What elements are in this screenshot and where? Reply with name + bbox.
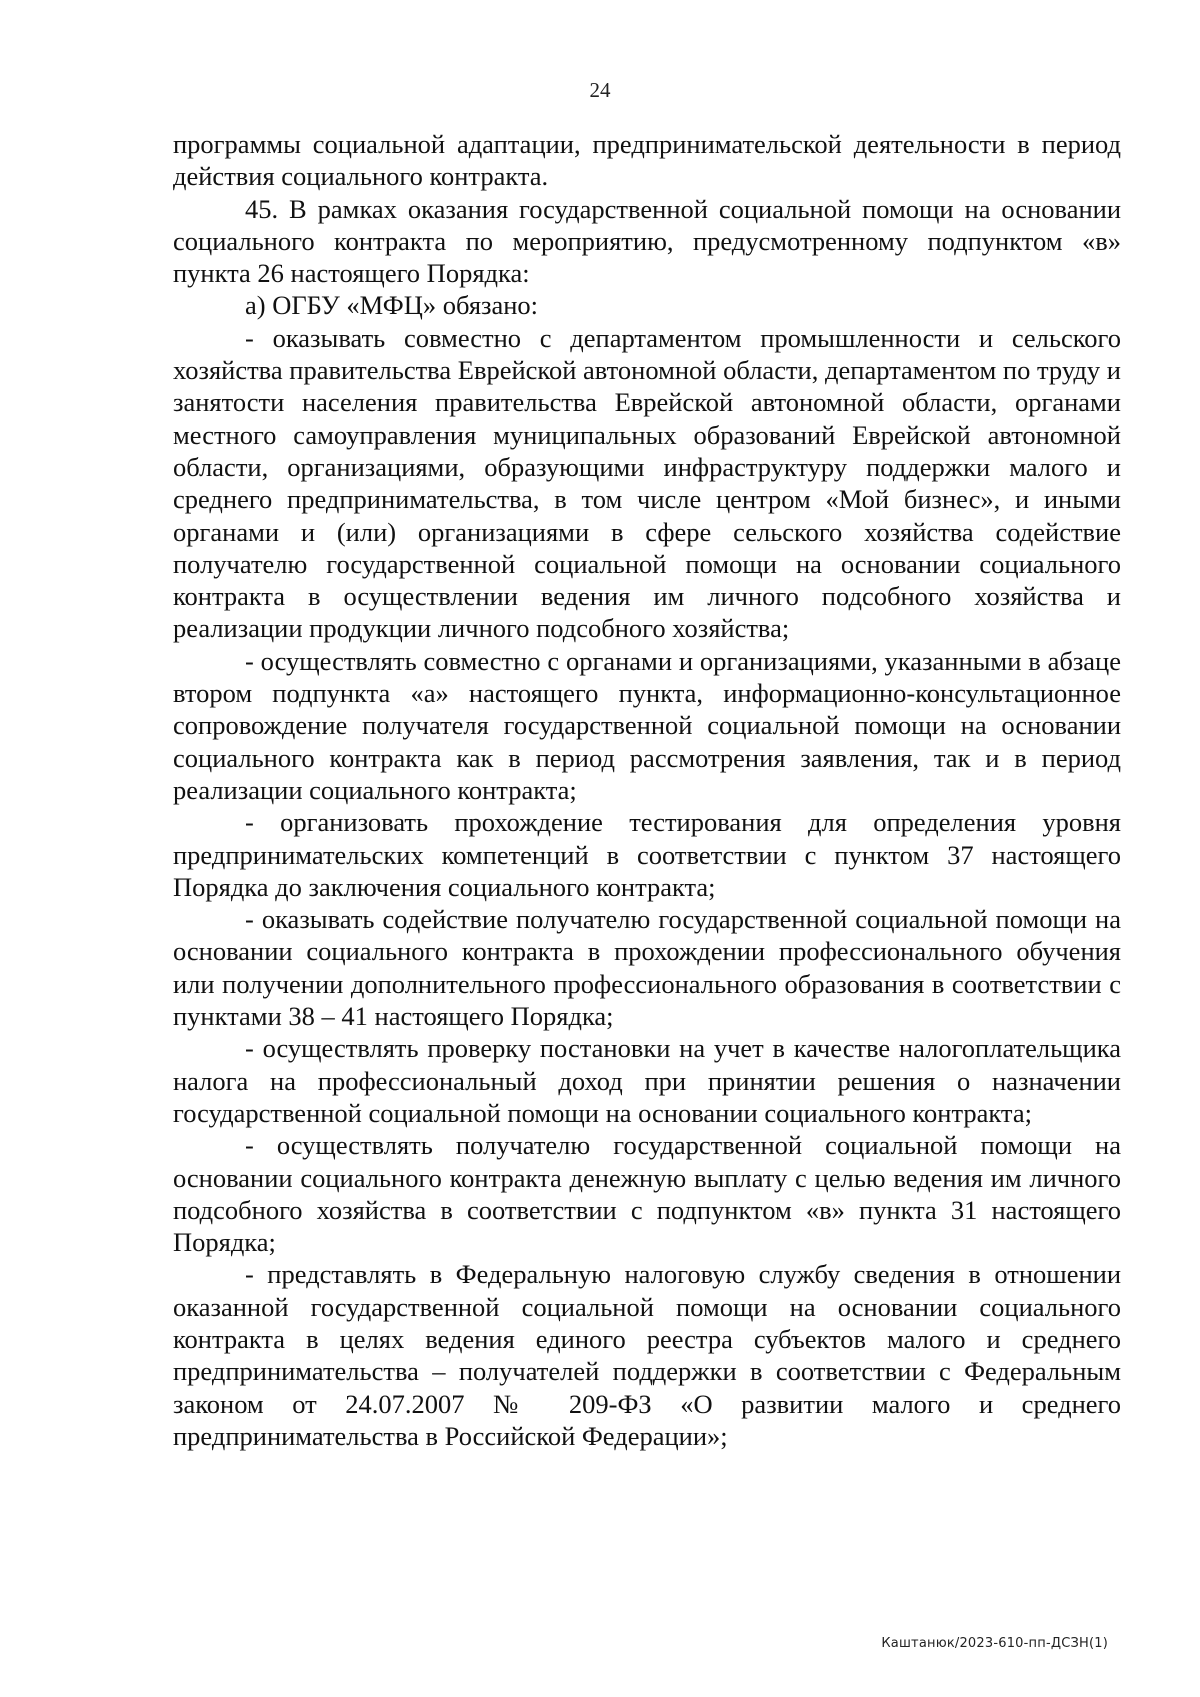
- paragraph-clause-45: 45. В рамках оказания государственной социальной помощи на основании социального контракта по мероприятию, предусмотренному подпунктом «в» пункта 26 настоящего Порядка:: [173, 193, 1121, 289]
- paragraph-item: - представлять в Федеральную налоговую службу сведения в отношении оказанной государственной социальной помощи на основании социального контракта в целях ведения единого реестра субъектов малого и среднего предпринимательства – получателей поддержки в соответствии с Федеральным законом от 24.07.2007 № 209-ФЗ «О развитии малого и среднего предпринимательства в Российской Федерации»;: [173, 1259, 1121, 1451]
- paragraph-item: - оказывать совместно с департаментом промышленности и сельского хозяйства правительства Еврейской автономной области, департаментом по труду и занятости населения правительства Еврейской автономной области, органами местного самоуправления муниципальных образований Еврейской автономной области, организациями, образующими инфраструктуру поддержки малого и среднего предпринимательства, в том числе центром «Мой бизнес», и иными органами и (или) организациями в сфере сельского хозяйства содействие получателю государственной социальной помощи на основании социального контракта в осуществлении ведения им личного подсобного хозяйства и реализации продукции личного подсобного хозяйства;: [173, 322, 1121, 644]
- paragraph-item: - оказывать содействие получателю государственной социальной помощи на основании социального контракта в прохождении профессионального обучения или получении дополнительного профессионального образования в соответствии с пунктами 38 – 41 настоящего Порядка;: [173, 904, 1121, 1032]
- page-number: 24: [589, 78, 611, 102]
- paragraph-subclause-a: а) ОГБУ «МФЦ» обязано:: [245, 290, 539, 321]
- paragraph-item: - осуществлять получателю государственной социальной помощи на основании социального контракта денежную выплату с целью ведения им личного подсобного хозяйства в соответствии с подпунктом «в» пункта 31 настоящего Порядка;: [173, 1130, 1121, 1258]
- document-body: [173, 128, 1121, 1452]
- paragraph-continuation: программы социальной адаптации, предпринимательской деятельности в период действия социального контракта.: [173, 129, 1121, 192]
- paragraph-item: - осуществлять совместно с органами и организациями, указанными в абзаце втором подпункта «а» настоящего пункта, информационно-консультационное сопровождение получателя государственной социальной помощи на основании социального контракта как в период рассмотрения заявления, так и в период реализации социального контракта;: [173, 645, 1121, 805]
- paragraph-item: - осуществлять проверку постановки на учет в качестве налогоплательщика налога на профессиональный доход при принятии решения о назначении государственной социальной помощи на основании социального контракта;: [173, 1033, 1121, 1128]
- document-footer-code: Каштанюк/2023-610-пп-ДСЗН(1): [881, 1636, 1108, 1651]
- paragraph-item: - организовать прохождение тестирования для определения уровня предпринимательских компетенций в соответствии с пунктом 37 настоящего Порядка до заключения социального контракта;: [173, 807, 1121, 902]
